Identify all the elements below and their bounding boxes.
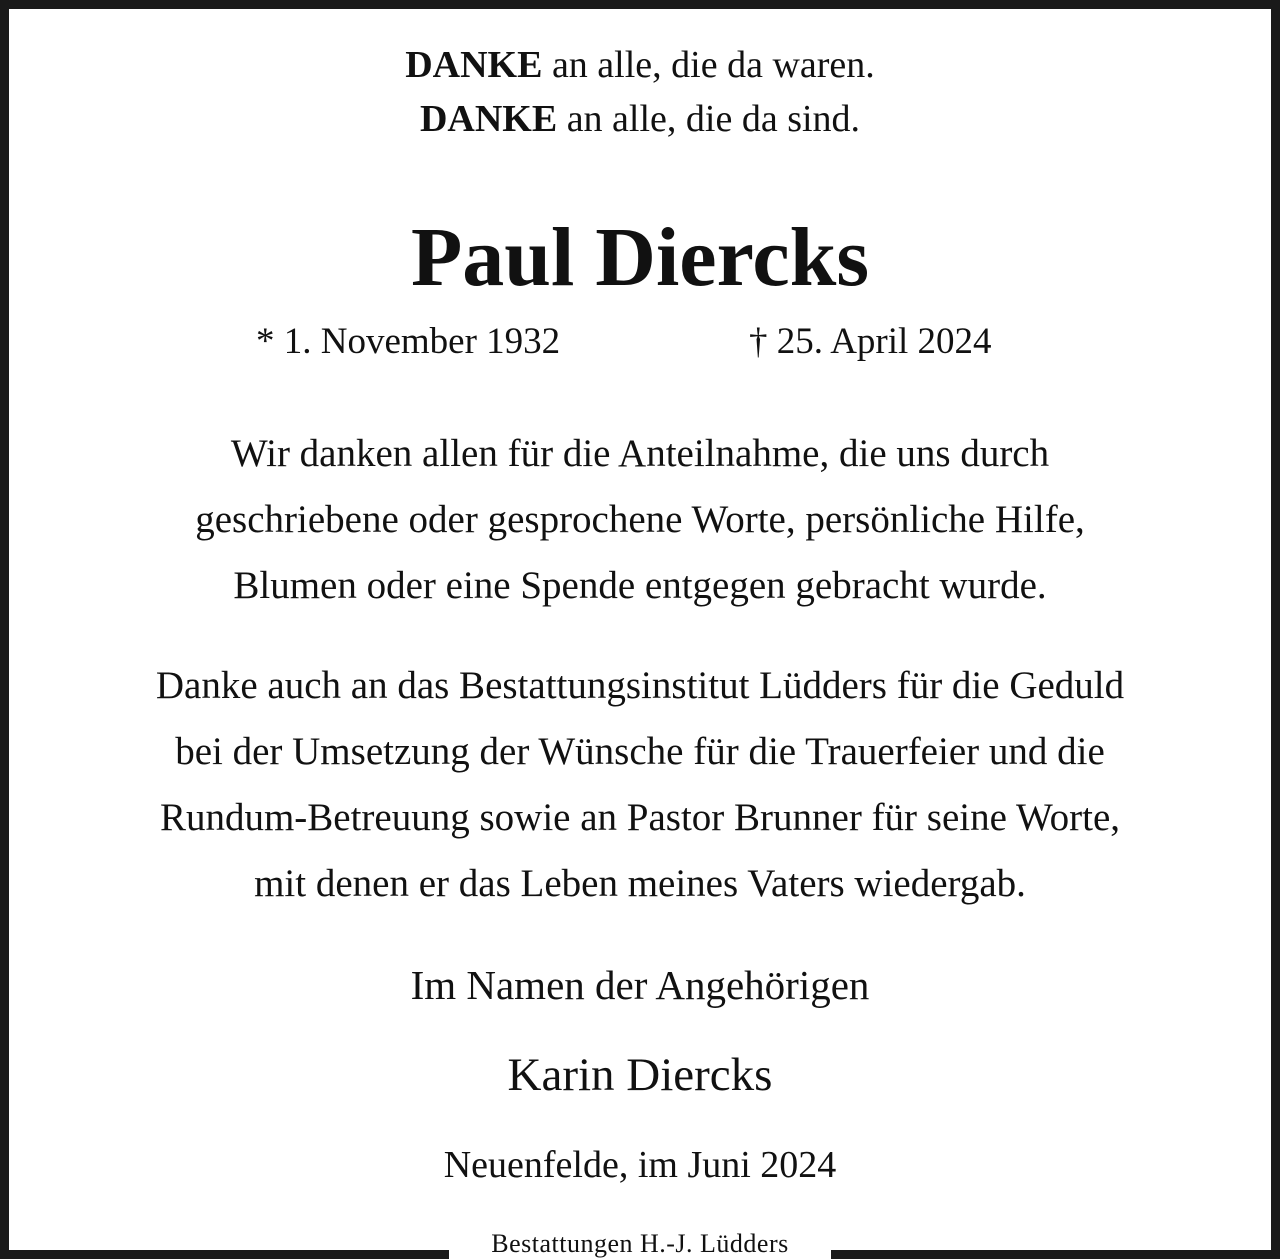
paragraph2-line-4: mit denen er das Leben meines Vaters wiedergab. [254, 862, 1026, 905]
birth-date: * 1. November 1932 [256, 321, 561, 362]
closing-phrase: Im Namen der Angehörigen [410, 962, 870, 1008]
place-and-date: Neuenfelde, im Juni 2024 [443, 1144, 837, 1186]
thanks-line-2 [0, 93, 1280, 145]
thanks-line-2-text: an alle, die da sind. [557, 98, 861, 140]
paragraph1-line-1: Wir danken allen für die Anteilnahme, die uns durch [230, 432, 1050, 475]
paragraph1-line-3: Blumen oder eine Spende entgegen gebracht wurde. [233, 564, 1047, 607]
death-date: † 25. April 2024 [749, 321, 992, 362]
thanks-line-2-bold: DANKE [419, 98, 558, 140]
thanks-line-1-text: an alle, die da waren. [542, 44, 875, 86]
paragraph2-line-2: bei der Umsetzung der Wünsche für die Trauerfeier und die [175, 730, 1105, 773]
paragraph2-line-3: Rundum-Betreuung sowie an Pastor Brunner für seine Worte, [159, 796, 1121, 839]
thanks-line-1 [0, 39, 1280, 91]
paragraph1-line-2: geschriebene oder gesprochene Worte, persönliche Hilfe, [195, 498, 1085, 541]
signer-name: Karin Diercks [507, 1049, 773, 1101]
bottom-rule-right [831, 1250, 1280, 1259]
paragraph2-line-1: Danke auch an das Bestattungsinstitut Lüdders für die Geduld [155, 664, 1125, 707]
deceased-name: Paul Diercks [410, 211, 870, 304]
thanks-line-1-bold: DANKE [405, 44, 543, 86]
funeral-home-credit: Bestattungen H.-J. Lüdders [491, 1229, 789, 1258]
bottom-rule-left [0, 1250, 449, 1259]
